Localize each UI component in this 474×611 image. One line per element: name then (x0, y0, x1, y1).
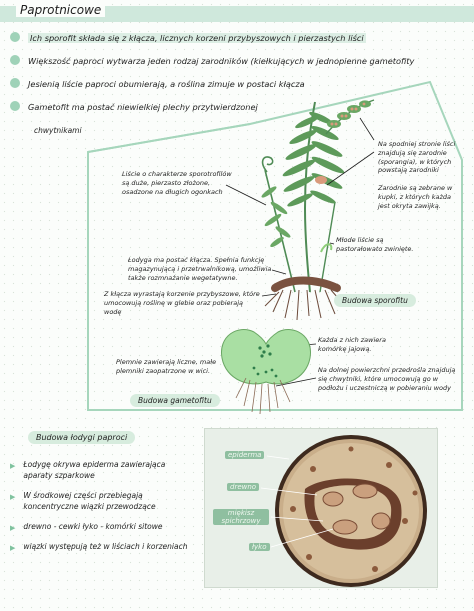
micro-label-storage-parenchyma: miękisz spichrzowy (213, 509, 269, 525)
stem-structure-list (10, 460, 190, 562)
label-rhizome: Łodyga ma postać kłącza. Spełnia funkcję magazynującą i przetrwalnikową, umożliwia także rozmnażanie wegetatywne. (128, 256, 272, 282)
list-item-text: Łodygę okrywa epiderma zawierająca aparaty szparkowe (23, 460, 166, 480)
list-item-text: W środkowej części przebiegają koncentryczne wiązki przewodzące (23, 490, 156, 511)
section-title: Budowa łodygi paproci (28, 431, 135, 444)
micro-label-xylem: drewno (227, 483, 259, 491)
label-gametangia: Każda z nich zawiera komórkę jajową. (318, 336, 386, 353)
triangle-bullet-icon: ▶ (10, 543, 16, 552)
list-item (10, 522, 190, 533)
bullet-text: Gametofit ma postać niewielkiej plechy przytwierdzonej (28, 102, 258, 112)
bullet-text: Większość paproci wytwarza jeden rodzaj zarodników (kiełkujących w jednopienne gametofity (28, 56, 415, 66)
triangle-bullet-icon: ▶ (10, 523, 16, 532)
bullet-text: Jesienią liście paproci obumierają, a roślina zimuje w postaci kłącza (28, 79, 305, 89)
label-antheridia: Plemnie zawierają liczne, małe plemniki zaopatrzone w wici. (116, 358, 217, 375)
label-young-leaves: Młode liście są pastorałowato zwinięte. (336, 236, 414, 253)
list-item-text: wiązki występują też w liściach i korzeniach (23, 541, 188, 551)
bullet-text: Ich sporofit składa się z kłącza, licznych korzeni przybyszowych i pierzastych liści (30, 33, 364, 43)
list-item (10, 460, 190, 482)
label-sporangia: Na spodniej stronie liści znajdują się zarodnie (sporangia), w których powstają zarodniki (378, 140, 456, 175)
list-item-text: drewno - cewki łyko - komórki sitowe (23, 521, 163, 531)
list-item (10, 542, 190, 553)
label-rhizoids: Na dolnej powierzchni przedrośla znajdują się chwytniki, które umocowują go w podłożu i uczestniczą w pobieraniu wody (318, 366, 456, 392)
sporophyte-badge: Budowa sporofitu (334, 294, 416, 307)
gametophyte-badge: Budowa gametofitu (130, 394, 220, 407)
stem-cross-section-image (204, 428, 438, 588)
label-roots: Z kłącza wyrastają korzenie przybyszowe, które umocowują roślinę w glebie oraz pobierają wodę (104, 290, 260, 316)
label-sori: Zarodnie są zebrane w kupki, z których każda jest okryta zawijką. (378, 184, 453, 210)
bullet-4-continuation: chwytnikami (34, 126, 82, 135)
micro-label-phloem: łyko (249, 543, 270, 551)
gametophyte-illustration (220, 322, 312, 416)
list-item (10, 491, 190, 513)
label-leaves: Liście o charakterze sporotrofilów są duże, pierzasto złożone, osadzone na długich ogonkach (122, 170, 232, 196)
micro-label-pointers (205, 429, 439, 589)
triangle-bullet-icon: ▶ (10, 462, 16, 470)
triangle-bullet-icon: ▶ (10, 492, 16, 501)
page-title: Paprotnicowe (16, 3, 105, 17)
micro-label-epidermis: epiderma (225, 451, 264, 459)
